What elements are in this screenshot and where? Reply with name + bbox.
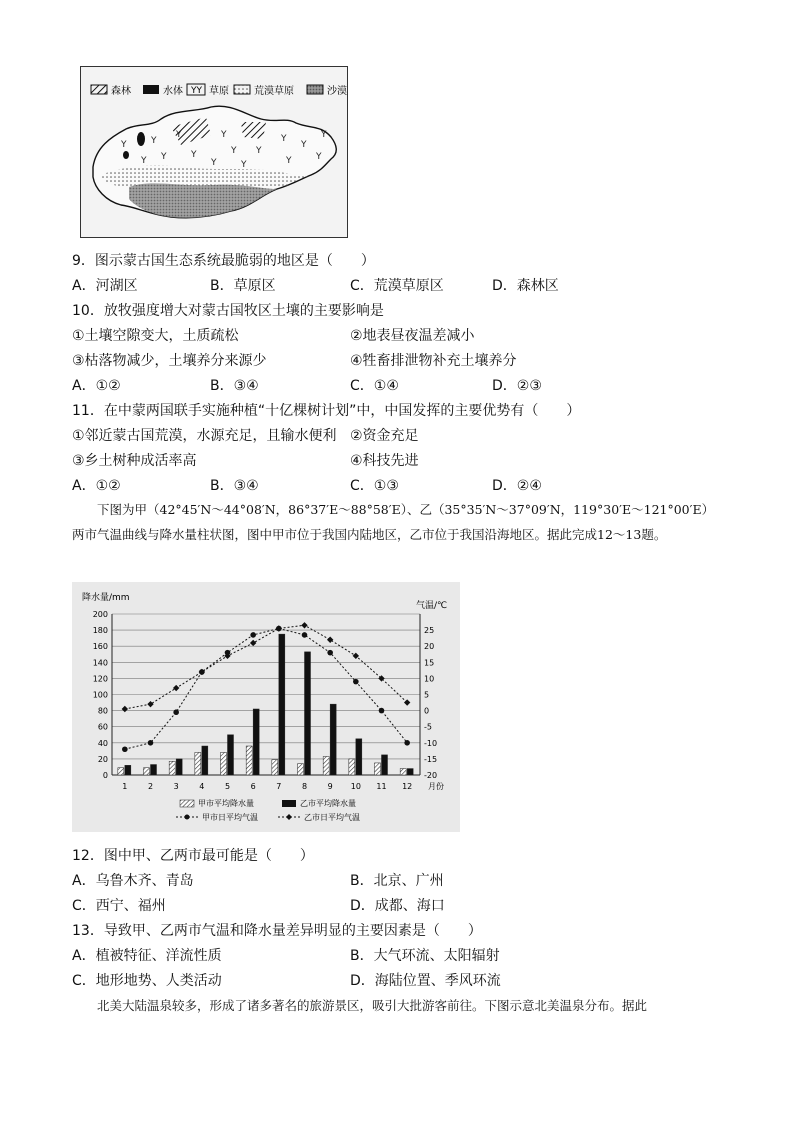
bar-yi-precip bbox=[253, 709, 259, 775]
x-tick-label: 10 bbox=[350, 782, 361, 791]
svg-text:Y: Y bbox=[241, 160, 247, 170]
bar-yi-precip bbox=[407, 769, 413, 775]
bar-jia-precip bbox=[400, 769, 406, 775]
bar-jia-precip bbox=[169, 761, 175, 775]
legend-desert-steppe: 荒漠草原 bbox=[254, 86, 294, 97]
q10-item-4: ④牲畜排泄物补充土壤养分 bbox=[350, 353, 517, 369]
q9-option-d[interactable]: D．森林区 bbox=[492, 278, 559, 294]
q12-option-a[interactable]: A．乌鲁木齐、青岛 bbox=[72, 873, 194, 889]
point-yi-temp bbox=[173, 685, 179, 691]
svg-text:Y: Y bbox=[151, 136, 157, 146]
y-left-tick-label: 40 bbox=[97, 738, 108, 748]
point-jia-temp bbox=[379, 708, 385, 714]
bar-yi-precip bbox=[151, 765, 157, 775]
q10-item-2: ②地表昼夜温差减小 bbox=[350, 328, 475, 344]
legend-forest: 森林 bbox=[111, 86, 131, 97]
bar-jia-precip bbox=[144, 768, 150, 775]
point-yi-temp bbox=[147, 701, 153, 707]
bar-yi-precip bbox=[330, 704, 336, 775]
svg-text:Y: Y bbox=[121, 140, 127, 150]
chart-grid bbox=[112, 614, 420, 775]
x-tick-label: 1 bbox=[122, 782, 128, 791]
q11-option-a[interactable]: A．①② bbox=[72, 478, 121, 494]
y-right-tick-label: -20 bbox=[424, 771, 438, 780]
lake-khuvsgul bbox=[137, 132, 145, 146]
x-tick-label: 4 bbox=[199, 782, 205, 791]
q9-option-a[interactable]: A．河湖区 bbox=[72, 278, 138, 294]
legend-swatch-jia-precip bbox=[180, 800, 194, 807]
x-tick-label: 8 bbox=[301, 782, 308, 791]
bar-yi-precip bbox=[202, 746, 208, 775]
line-yi-temp bbox=[125, 625, 407, 709]
y-left-tick-label: 80 bbox=[97, 706, 108, 716]
y-left-tick-label: 160 bbox=[92, 642, 108, 652]
svg-text:Y: Y bbox=[301, 140, 307, 150]
point-yi-temp bbox=[276, 625, 282, 631]
q11-item-2: ②资金充足 bbox=[350, 428, 419, 444]
q10-item-1: ①土壤空隙变大，土质疏松 bbox=[72, 328, 239, 344]
q10-option-a[interactable]: A．①② bbox=[72, 378, 121, 394]
water-swatch bbox=[143, 85, 159, 94]
bar-jia-precip bbox=[221, 752, 227, 775]
svg-text:Y: Y bbox=[286, 156, 292, 166]
q9-stem: 9．图示蒙古国生态系统最脆弱的地区是（ ） bbox=[72, 253, 375, 269]
point-yi-temp bbox=[250, 640, 256, 646]
bar-jia-precip bbox=[118, 768, 124, 775]
passage-hot-springs: 北美大陆温泉较多，形成了诸多著名的旅游景区，吸引大批游客前往。下图示意北美温泉分布。据此 bbox=[97, 998, 648, 1013]
y-left-tick-label: 140 bbox=[92, 658, 108, 668]
point-yi-temp bbox=[378, 675, 384, 681]
map-svg bbox=[81, 67, 349, 239]
q10-option-c[interactable]: C．①④ bbox=[350, 378, 399, 394]
svg-text:Y: Y bbox=[161, 152, 167, 162]
svg-text:Y: Y bbox=[176, 130, 182, 140]
legend-grass: 草原 bbox=[209, 86, 229, 97]
y-left-tick-label: 180 bbox=[92, 626, 108, 636]
legend-label-yi-precip: 乙市平均降水量 bbox=[300, 799, 356, 808]
q13-option-d[interactable]: D．海陆位置、季风环流 bbox=[350, 973, 501, 989]
q10-stem: 10．放牧强度增大对蒙古国牧区土壤的主要影响是 bbox=[72, 303, 384, 319]
map-legend bbox=[91, 84, 347, 97]
bar-yi-precip bbox=[356, 739, 362, 775]
q13-stem: 13．导致甲、乙两市气温和降水量差异明显的主要因素是（ ） bbox=[72, 923, 482, 939]
legend-label-jia-temp: 甲市日平均气温 bbox=[202, 813, 258, 822]
y-left-tick-label: 100 bbox=[92, 690, 108, 700]
bar-yi-precip bbox=[279, 634, 285, 775]
legend-water: 水体 bbox=[163, 86, 183, 97]
climate-chart-svg bbox=[72, 582, 460, 832]
point-jia-temp bbox=[148, 740, 154, 746]
grass-symbol-icon: YY bbox=[191, 86, 202, 96]
x-tick-label: 9 bbox=[327, 782, 333, 791]
y-right-tick-label: 0 bbox=[424, 706, 430, 716]
desert-steppe-swatch bbox=[234, 85, 250, 94]
climate-chart bbox=[72, 582, 460, 832]
lake-west bbox=[123, 151, 129, 159]
q12-option-b[interactable]: B．北京、广州 bbox=[350, 873, 444, 889]
bar-jia-precip bbox=[272, 760, 278, 775]
point-jia-temp bbox=[353, 679, 359, 685]
point-yi-temp bbox=[122, 706, 128, 712]
q12-stem: 12．图中甲、乙两市最可能是（ ） bbox=[72, 848, 314, 864]
y-right-tick-label: 10 bbox=[424, 674, 435, 684]
y-axis-right-label: 气温/℃ bbox=[416, 601, 448, 611]
svg-text:Y: Y bbox=[211, 158, 217, 168]
y-left-tick-label: 60 bbox=[97, 722, 108, 732]
point-jia-temp bbox=[122, 746, 128, 752]
legend-label-yi-temp: 乙市日平均气温 bbox=[304, 813, 360, 822]
bar-jia-precip bbox=[195, 752, 201, 775]
point-yi-temp bbox=[327, 637, 333, 643]
svg-text:Y: Y bbox=[256, 146, 262, 156]
q13-option-c[interactable]: C．地形地势、人类活动 bbox=[72, 973, 222, 989]
x-tick-label: 12 bbox=[402, 782, 413, 791]
bar-yi-precip bbox=[305, 652, 311, 775]
passage-climate: 下图为甲（42°45′N～44°08′N，86°37′E～88°58′E）、乙（35°35′N～37°09′N，119°30′E～121°00′E）两市气温曲线与降水量柱状图，图中甲市位于我国内陆地区，乙市位于我国沿海地区。据此完成12～13题。 bbox=[72, 502, 715, 542]
bar-jia-precip bbox=[246, 746, 252, 775]
svg-text:Y: Y bbox=[191, 150, 197, 160]
point-jia-temp bbox=[250, 632, 256, 638]
point-yi-temp bbox=[404, 699, 410, 705]
desert-swatch bbox=[307, 85, 323, 94]
chart-legend bbox=[176, 798, 360, 822]
q9-option-c[interactable]: C．荒漠草原区 bbox=[350, 278, 444, 294]
y-right-tick-label: -5 bbox=[424, 722, 432, 732]
desert-zone bbox=[129, 183, 277, 217]
y-right-tick-label: 5 bbox=[424, 690, 430, 700]
bar-yi-precip bbox=[228, 735, 234, 775]
point-jia-temp bbox=[302, 632, 308, 638]
x-tick-label: 5 bbox=[224, 782, 231, 791]
mongolia-ecosystem-map bbox=[80, 66, 348, 238]
svg-text:Y: Y bbox=[221, 130, 227, 140]
forest-zone-east bbox=[241, 122, 266, 139]
x-tick-label: 2 bbox=[147, 782, 154, 791]
q11-option-c[interactable]: C．①③ bbox=[350, 478, 399, 494]
bar-jia-precip bbox=[323, 756, 329, 775]
bar-yi-precip bbox=[176, 759, 182, 775]
y-right-tick-label: 25 bbox=[424, 626, 435, 636]
svg-text:Y: Y bbox=[316, 152, 322, 162]
q11-option-d[interactable]: D．②④ bbox=[492, 478, 542, 494]
x-tick-label: 6 bbox=[250, 782, 256, 791]
q12-option-c[interactable]: C．西宁、福州 bbox=[72, 898, 166, 914]
point-jia-temp bbox=[173, 709, 179, 715]
legend-marker-jia-temp bbox=[185, 815, 190, 820]
bar-jia-precip bbox=[375, 763, 381, 775]
y-right-tick-label: -15 bbox=[424, 754, 438, 764]
svg-text:Y: Y bbox=[281, 134, 287, 144]
q10-item-3: ③枯落物减少，土壤养分来源少 bbox=[72, 353, 267, 369]
chart-bars bbox=[118, 634, 413, 775]
q11-option-b[interactable]: B．③④ bbox=[210, 478, 259, 494]
y-left-tick-label: 20 bbox=[97, 754, 108, 764]
bar-jia-precip bbox=[298, 764, 304, 775]
q11-stem: 11．在中蒙两国联手实施种植“十亿棵树计划”中，中国发挥的主要优势有（ ） bbox=[72, 403, 581, 419]
x-axis-label: 月份 bbox=[428, 782, 444, 791]
y-left-tick-label: 120 bbox=[92, 674, 108, 684]
x-tick-label: 11 bbox=[376, 782, 387, 791]
q9-option-b[interactable]: B．草原区 bbox=[210, 278, 276, 294]
q10-option-b[interactable]: B．③④ bbox=[210, 378, 259, 394]
svg-text:Y: Y bbox=[231, 146, 237, 156]
forest-swatch bbox=[91, 85, 107, 94]
line-jia-temp bbox=[125, 628, 407, 749]
legend-swatch-yi-precip bbox=[282, 800, 296, 807]
legend-desert: 沙漠 bbox=[327, 86, 347, 97]
q11-item-3: ③乡土树种成活率高 bbox=[72, 453, 197, 469]
q11-item-4: ④科技先进 bbox=[350, 453, 419, 469]
chart-lines bbox=[122, 622, 411, 752]
q13-option-b[interactable]: B．大气环流、太阳辐射 bbox=[350, 948, 500, 964]
svg-text:Y: Y bbox=[321, 130, 327, 140]
x-tick-label: 7 bbox=[276, 782, 282, 791]
point-jia-temp bbox=[327, 650, 333, 656]
y-right-tick-label: 15 bbox=[424, 658, 435, 668]
q13-option-a[interactable]: A．植被特征、洋流性质 bbox=[72, 948, 222, 964]
q10-option-d[interactable]: D．②③ bbox=[492, 378, 542, 394]
y-right-tick-label: -10 bbox=[424, 738, 438, 748]
x-tick-label: 3 bbox=[173, 782, 179, 791]
q11-item-1: ①邻近蒙古国荒漠，水源充足，且输水便利 bbox=[72, 428, 337, 444]
y-right-tick-label: 20 bbox=[424, 642, 435, 652]
bar-jia-precip bbox=[349, 759, 355, 775]
point-jia-temp bbox=[404, 740, 410, 746]
svg-text:Y: Y bbox=[141, 156, 147, 166]
bar-yi-precip bbox=[382, 755, 388, 775]
y-axis-left-label: 降水量/mm bbox=[82, 593, 130, 603]
legend-marker-yi-temp bbox=[286, 814, 292, 820]
bar-yi-precip bbox=[125, 765, 131, 775]
y-left-tick-label: 200 bbox=[92, 610, 108, 619]
point-yi-temp bbox=[301, 622, 307, 628]
q12-option-d[interactable]: D．成都、海口 bbox=[350, 898, 445, 914]
legend-label-jia-precip: 甲市平均降水量 bbox=[198, 799, 254, 808]
y-left-tick-label: 0 bbox=[102, 771, 108, 780]
